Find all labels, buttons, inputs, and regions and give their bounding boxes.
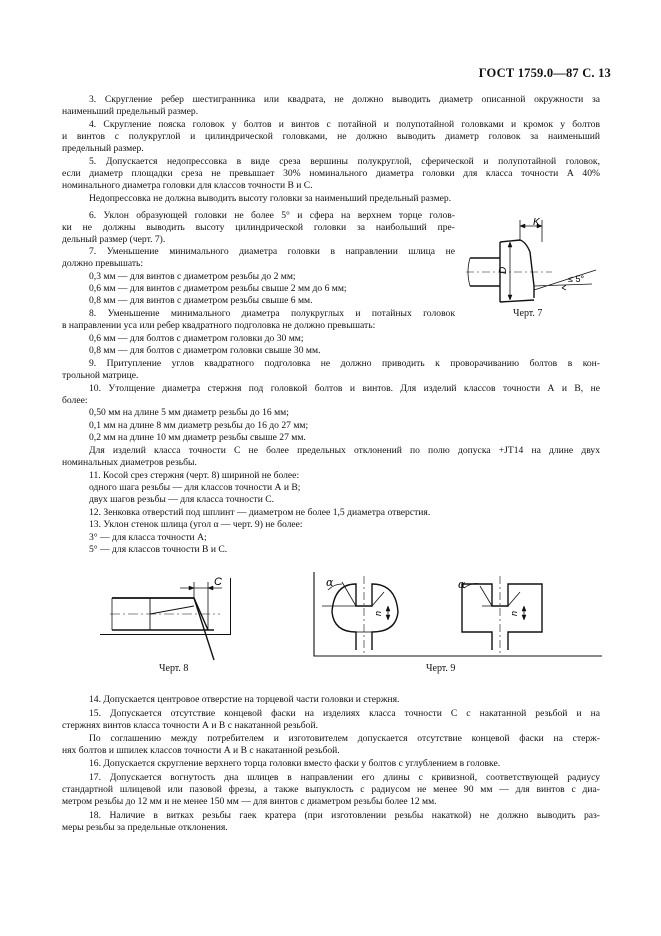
para-9-line2: трольной матрице.	[62, 370, 139, 381]
para-8-item1: 0,6 мм — для болтов с диаметром головки до 30 мм;	[89, 333, 304, 344]
figure-7-drawing	[462, 212, 602, 302]
para-10-line1: 10. Утолщение диаметра стержня под головкой болтов и винтов. Для изделий классов точности А и В, не	[89, 383, 600, 394]
fig9-label-alpha-left: α	[326, 576, 334, 589]
para-3-line1: 3. Скругление ребер шестигранника или квадрата, не должно выводить диаметр описанной окружности за	[89, 94, 600, 105]
para-10-line3: Для изделий класса точности С не более предельных отклонений по полю допуска +JT14 на длине двух	[89, 445, 600, 456]
para-5-line2: если диаметр площадки среза не превышает 30% номинального диаметра головки для класса точности А 40%	[62, 168, 600, 179]
fig7-label-angle: ≤ 5°	[568, 274, 585, 284]
figure-9-drawing	[312, 572, 602, 662]
para-7-item1: 0,3 мм — для винтов с диаметром резьбы до 2 мм;	[89, 271, 296, 282]
para-5-line3: номинального диаметра головки для классов точности В и С.	[62, 180, 313, 191]
para-12: 12. Зенковка отверстий под шплинт — диаметром не более 1,5 диаметра отверстия.	[89, 507, 431, 518]
para-10-item1: 0,50 мм на длине 5 мм диаметр резьбы до 16 мм;	[89, 407, 289, 418]
fig9-label-alpha-right: α	[458, 578, 466, 591]
para-15-line1: 15. Допускается отсутствие концевой фаски на изделиях класса точности С с накатанной резьбой и на	[89, 708, 600, 719]
para-10-line2: более:	[62, 395, 88, 406]
para-17-line1: 17. Допускается вогнутость дна шлицев в направлении его длины с кривизной, соответствующей радиусу	[89, 772, 600, 783]
para-8-item2: 0,8 мм — для болтов с диаметром головки свыше 30 мм.	[89, 345, 321, 356]
para-8-line1: 8. Уменьшение минимального диаметра полукруглых и потайных головок	[89, 308, 455, 319]
fig8-label-c: C	[214, 576, 222, 588]
para-10-item3: 0,2 мм на длине 10 мм диаметр резьбы свыше 27 мм.	[89, 432, 306, 443]
para-11-line1: 11. Косой срез стержня (черт. 8) шириной не более:	[89, 470, 300, 481]
para-4-line3: предельный размер.	[62, 143, 144, 154]
para-16: 16. Допускается скругление верхнего торца головки вместо фаски у болтов с углублением в головке.	[89, 758, 501, 769]
para-7-item2: 0,6 мм — для винтов с диаметром резьбы свыше 2 мм до 6 мм;	[89, 283, 347, 294]
para-8-line2: в направлении уса или ребер квадратного подголовка не должно превышать:	[62, 320, 376, 331]
para-3-line2: наименьший предельный размер.	[62, 106, 199, 117]
para-4-line2: и винтов с полукруглой и цилиндрической головками, не должно выводить диаметр головок за наименьший	[62, 131, 600, 142]
fig7-label-k: K	[533, 217, 540, 228]
figure-9-caption: Черт. 9	[426, 663, 456, 674]
fig7-label-d: D	[498, 266, 509, 274]
para-7-line2: должно превышать:	[62, 258, 144, 269]
para-5-line1: 5. Допускается недопрессовка в виде среза вершины полукруглой, сферической и полупотайной головок,	[89, 156, 600, 167]
figure-7-caption: Черт. 7	[513, 308, 543, 319]
para-6-line3: дельный размер (черт. 7).	[62, 234, 166, 245]
para-7-line1: 7. Уменьшение минимального диаметра головки в направлении шлица не	[89, 246, 455, 257]
para-15-line4: нях болтов и шпилек классов точности А и В с накатанной резьбой.	[62, 745, 340, 756]
para-6-line2: ки не должны выводить высоту цилиндрической головки за наибольший пре-	[62, 222, 455, 233]
para-6-line1: 6. Уклон образующей головки не более 5° и сфера на верхнем торце голов-	[89, 210, 455, 221]
para-15-line3: По соглашению между потребителем и изготовителем допускается отсутствие концевой фаски на стерж-	[89, 733, 600, 744]
para-13-item1: 3° — для класса точности А;	[89, 532, 207, 543]
fig9-label-n-right: n	[509, 610, 519, 616]
para-18-line2: меры резьбы за предельные отклонения.	[62, 822, 228, 833]
para-11-item1: одного шага резьбы — для классов точности А и В;	[89, 482, 301, 493]
para-13-line1: 13. Уклон стенок шлица (угол α — черт. 9) не более:	[89, 519, 303, 530]
para-15-line2: стержнях винтов класса точности А и В с накатанной резьбой.	[62, 720, 319, 731]
para-4-line1: 4. Скругление пояска головок у болтов и винтов с потайной и полупотайной головками и кромок у болтов	[89, 119, 600, 130]
para-5-line4: Недопрессовка не должна выводить высоту головки за наименьший предельный размер.	[89, 193, 452, 204]
para-13-item2: 5° — для классов точности В и С.	[89, 544, 228, 555]
figure-8-frame	[100, 578, 231, 635]
para-11-item2: двух шагов резьбы — для класса точности С.	[89, 494, 275, 505]
para-7-item3: 0,8 мм — для винтов с диаметром резьбы свыше 6 мм.	[89, 295, 313, 306]
para-14: 14. Допускается центровое отверстие на торцевой части головки и стержня.	[89, 694, 400, 705]
para-17-line3: метром резьбы до 12 мм и не менее 150 мм — для винтов с диаметром резьбы более 12 мм.	[62, 796, 437, 807]
para-18-line1: 18. Наличие в витках резьбы гаек кратера (при изготовлении резьбы накаткой) не должно выводить раз-	[89, 810, 600, 821]
fig9-label-n-left: n	[373, 610, 383, 616]
para-17-line2: стандартной шлицевой или пазовой фрезы, а также выпуклость с радиусом не менее 90 мм — для винтов с диа-	[62, 784, 600, 795]
para-10-line4: номинальных диаметров резьбы.	[62, 457, 197, 468]
para-10-item2: 0,1 мм на длине 8 мм диаметр резьбы до 16 до 27 мм;	[89, 420, 309, 431]
figure-8-caption: Черт. 8	[159, 663, 189, 674]
para-9-line1: 9. Притупление углов квадратного подголовка не должно приводить к проворачиванию болтов в кон-	[89, 358, 600, 369]
page-header: ГОСТ 1759.0—87 С. 13	[478, 66, 611, 80]
